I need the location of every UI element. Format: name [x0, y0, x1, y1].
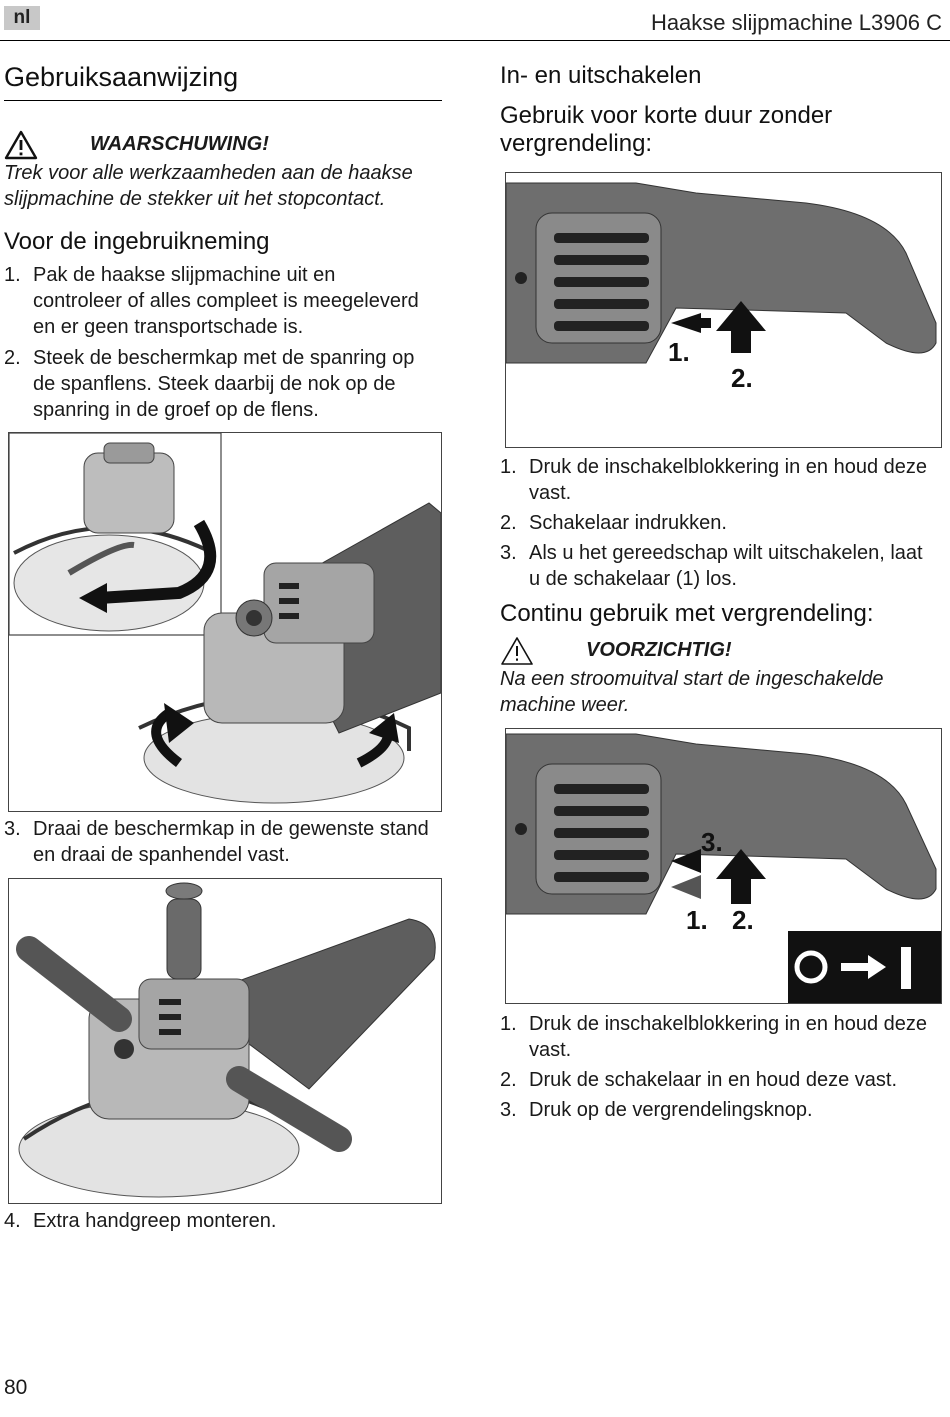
figure-guard-mounting — [8, 432, 442, 812]
caution-text: Na een stroomuitval start de ingeschakelde machine weer. — [500, 668, 884, 716]
subsection-title-continuous-use: Continu gebruik met vergrendeling: — [500, 600, 874, 627]
section-rule — [4, 100, 442, 101]
caution-title: VOORZICHTIG! — [586, 639, 732, 661]
document-title: Haakse slijpmachine L3906 C — [650, 10, 942, 35]
caution-triangle-icon — [500, 636, 534, 666]
figure-label-2: 2. — [732, 905, 754, 935]
language-badge: nl — [4, 6, 40, 30]
list-item: 1. Druk de inschakelblokkering in en houd deze vast. — [500, 456, 928, 504]
handle-steps — [4, 1208, 434, 1234]
grinder-handle-illustration — [9, 879, 441, 1203]
figure-label-2: 2. — [731, 363, 753, 393]
list-item: 3. Druk op de vergrendelingsknop. — [500, 1099, 813, 1121]
figure-label-3: 3. — [701, 827, 723, 857]
list-item: 2. Druk de schakelaar in en houd deze vast. — [500, 1069, 897, 1091]
figure-switch-continuous — [505, 728, 942, 1004]
short-use-steps — [500, 454, 930, 592]
list-item: 2. Schakelaar indrukken. — [500, 512, 727, 534]
list-item: 3. Draai de beschermkap in de gewenste stand en draai de spanhendel vast. — [4, 818, 429, 866]
guard-adjust-steps — [4, 816, 434, 868]
subsection-title-commissioning: Voor de ingebruikneming — [4, 228, 270, 255]
list-item: 4. Extra handgreep monteren. — [4, 1210, 277, 1232]
warning-text: Trek voor alle werkzaamheden aan de haakse slijpmachine de stekker uit het stopcontact. — [4, 162, 413, 210]
warning-title: WAARSCHUWING! — [90, 133, 269, 155]
grinder-guard-illustration — [9, 433, 441, 811]
switch-illustration-short — [506, 173, 941, 447]
figure-label-1: 1. — [686, 905, 708, 935]
section-title-operating-instructions: Gebruiksaanwijzing — [4, 62, 239, 92]
section-title-switching: In- en uitschakelen — [500, 62, 702, 89]
figure-switch-short-use — [505, 172, 942, 448]
commissioning-steps — [4, 262, 424, 423]
header-rule — [0, 40, 950, 41]
list-item: 2. Steek de beschermkap met de spanring op de spanflens. Steek daarbij de nok op de spanring in de groef op de flens. — [4, 347, 415, 421]
list-item: 3. Als u het gereedschap wilt uitschakelen, laat u de schakelaar (1) los. — [500, 542, 923, 590]
figure-extra-handle — [8, 878, 442, 1204]
page-number: 80 — [4, 1376, 28, 1399]
list-item: 1. Pak de haakse slijpmachine uit en controleer of alles compleet is meegeleverd en er geen transportschade is. — [4, 264, 419, 338]
continuous-use-steps — [500, 1011, 935, 1123]
caution-block — [500, 636, 940, 718]
switch-illustration-continuous — [506, 729, 941, 1003]
figure-label-1: 1. — [668, 337, 690, 367]
warning-block — [4, 130, 444, 212]
subsection-title-short-use: Gebruik voor korte duur zonder vergrendeling: — [500, 102, 833, 157]
list-item: 1. Druk de inschakelblokkering in en houd deze vast. — [500, 1013, 928, 1061]
warning-triangle-icon — [4, 130, 38, 160]
